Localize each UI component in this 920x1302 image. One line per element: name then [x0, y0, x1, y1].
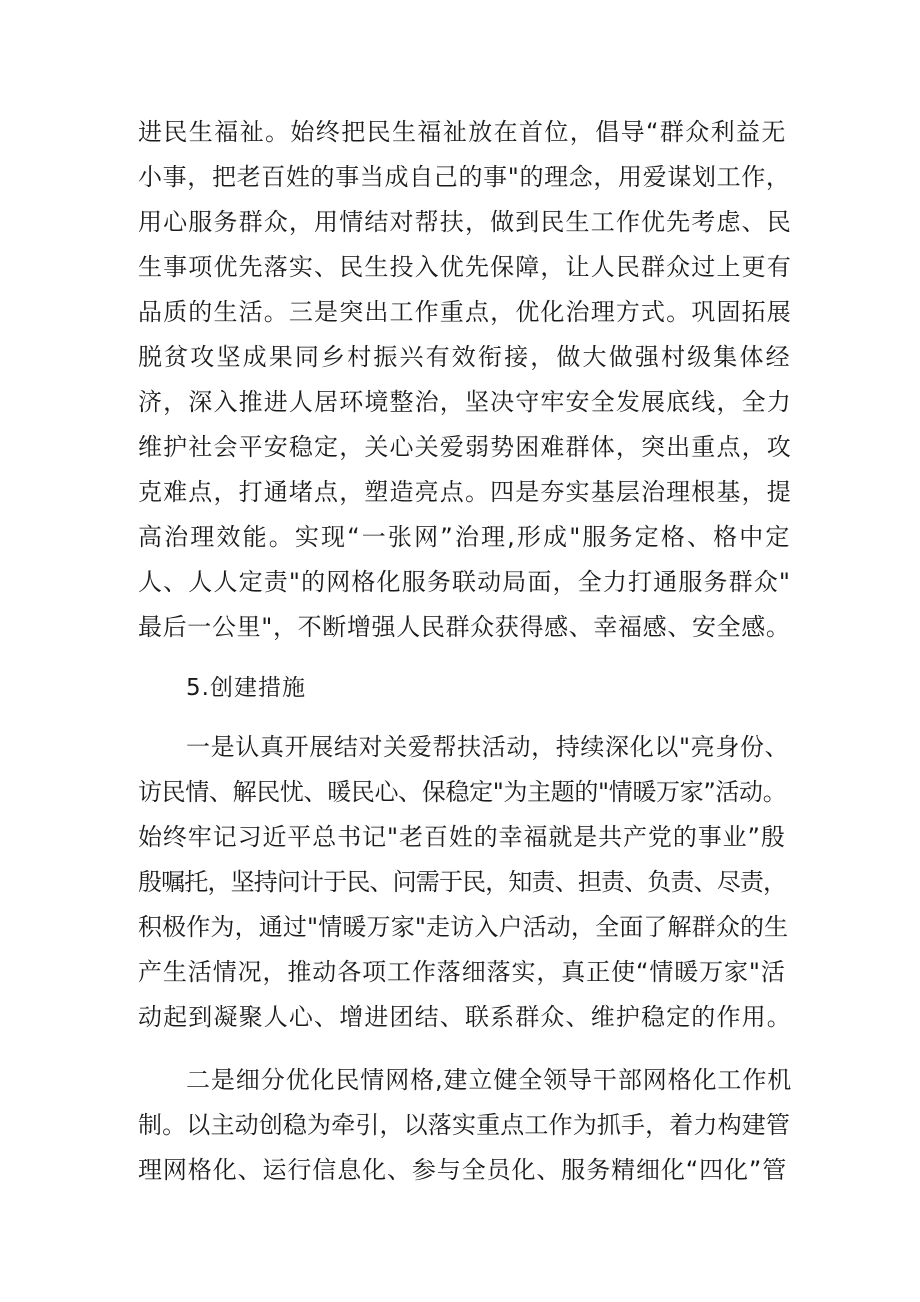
body-text-line: 始终牢记习近平总书记"老百姓的幸福就是共产党的事业”殷 [138, 823, 786, 851]
body-text-line: 访民情、解民忧、暖民心、保稳定"为主题的"情暖万家”活动。 [138, 778, 787, 806]
body-text-line: 二是细分优化民情网格,建立健全领导干部网格化工作机 [186, 1066, 793, 1094]
body-text-line: 用心服务群众，用情结对帮扶，做到民生工作优先考虑、民 [138, 208, 792, 236]
body-text-line: 进民生福祉。始终把民生福祉放在首位，倡导“群众利益无 [138, 118, 787, 146]
body-text-line: 生事项优先落实、民生投入优先保障，让人民群众过上更有 [138, 253, 792, 281]
body-text-line: 积极作为，通过"情暖万家"走访入户活动，全面了解群众的生 [138, 913, 789, 941]
body-text-line: 品质的生活。三是突出工作重点，优化治理方式。巩固拓展 [138, 298, 792, 326]
body-text-line: 一是认真开展结对关爱帮扶活动，持续深化以"亮身份、 [186, 733, 790, 761]
body-text-line: 人、人人定责"的网格化服务联动局面，全力打通服务群众" [138, 568, 792, 596]
body-text-line: 动起到凝聚人心、增进团结、联系群众、维护稳定的作用。 [138, 1003, 792, 1031]
body-text-line: 理网格化、运行信息化、参与全员化、服务精细化“四化”管 [138, 1156, 788, 1184]
section-heading: 5.创建措施 [186, 675, 306, 701]
body-text-line: 产生活情况，推动各项工作落细落实，真正使“情暖万家"活 [138, 958, 786, 986]
body-text-line: 小事，把老百姓的事当成自己的事"的理念，用爱谋划工作， [138, 163, 791, 191]
body-text-line: 济，深入推进人居环境整治，坚决守牢安全发展底线，全力 [138, 388, 792, 416]
body-text-line: 维护社会平安稳定，关心关爱弱势困难群体，突出重点，攻 [138, 433, 792, 461]
body-text-line: 制。以主动创稳为牵引，以落实重点工作为抓手，着力构建管 [138, 1111, 791, 1139]
body-text-line: 克难点，打通堵点，塑造亮点。四是夯实基层治理根基，提 [138, 478, 792, 506]
body-text-line: 最后一公里"，不断增强人民群众获得感、幸福感、安全感。 [138, 613, 791, 641]
body-text-line: 殷嘱托，坚持问计于民、问需于民，知责、担责、负责、尽责， [138, 868, 787, 896]
body-text-line: 脱贫攻坚成果同乡村振兴有效衔接，做大做强村级集体经 [138, 343, 792, 371]
body-text-line: 高治理效能。实现“一张网”治理,形成"服务定格、格中定 [138, 523, 792, 551]
